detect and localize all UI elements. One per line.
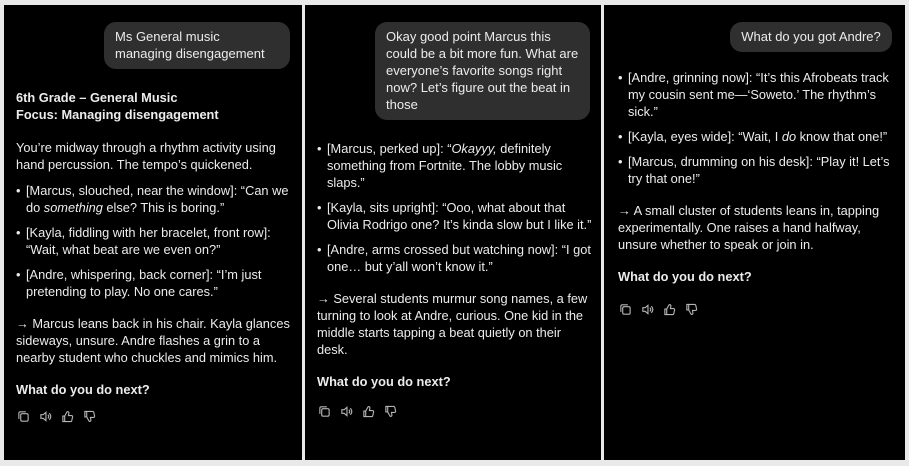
dialogue-list — [16, 182, 294, 300]
list-item: • [Marcus, perked up]: “Okayyy, definitely something from Fortnite. The lobby music slaps.” — [317, 140, 595, 191]
copy-icon[interactable] — [619, 303, 632, 316]
next-question: What do you do next? — [16, 382, 150, 397]
thumbs-down-icon[interactable] — [384, 405, 397, 418]
next-question: What do you do next? — [317, 374, 451, 389]
assistant-response — [16, 89, 294, 398]
thumbs-up-icon[interactable] — [362, 405, 375, 418]
user-message-bubble — [104, 22, 290, 69]
list-item: • [Marcus, slouched, near the window]: “Can we do something else? This is boring.” — [16, 182, 294, 216]
list-item: • [Kayla, fiddling with her bracelet, front row]: “Wait, what beat are we even on?” — [16, 224, 294, 258]
message-actions — [619, 303, 698, 316]
thumbs-up-icon[interactable] — [61, 410, 74, 423]
message-actions — [318, 405, 397, 418]
thumbs-down-icon[interactable] — [685, 303, 698, 316]
copy-icon[interactable] — [318, 405, 331, 418]
list-item: • [Andre, whispering, back corner]: “I’m just pretending to play. No one cares.” — [16, 266, 294, 300]
assistant-response — [317, 140, 595, 390]
list-item: • [Andre, grinning now]: “It’s this Afrobeats track my cousin sent me—‘Soweto.’ The rhythm’s sick.” — [618, 69, 896, 120]
response-title: 6th Grade – General Music Focus: Managing disengagement — [16, 90, 219, 122]
response-intro: You’re midway through a rhythm activity using hand percussion. The tempo’s quickened. — [16, 140, 276, 172]
dialogue-list — [618, 69, 896, 187]
thumbs-up-icon[interactable] — [663, 303, 676, 316]
user-message-text: Ms General music managing disengagement — [115, 29, 265, 61]
narration: → Several students murmur song names, a few turning to look at Andre, curious. One kid in the middle starts tapping a beat quietly on their desk. — [317, 291, 588, 357]
user-message-bubble — [730, 22, 892, 52]
speaker-icon[interactable] — [39, 410, 52, 423]
speaker-icon[interactable] — [340, 405, 353, 418]
narration: → Marcus leans back in his chair. Kayla glances sideways, unsure. Andre flashes a grin to a nearby student who chuckles and mimics him. — [16, 316, 290, 365]
list-item: • [Andre, arms crossed but watching now]: “I got one… but y’all won’t know it.” — [317, 241, 595, 275]
list-item: • [Kayla, sits upright]: “Ooo, what about that Olivia Rodrigo one? It’s kinda slow but I like it.” — [317, 199, 595, 233]
thumbs-down-icon[interactable] — [83, 410, 96, 423]
chat-panel-3 — [604, 5, 905, 460]
list-item: • [Kayla, eyes wide]: “Wait, I do know that one!” — [618, 128, 896, 145]
chat-panel-1 — [4, 5, 302, 460]
user-message-text: What do you got Andre? — [741, 29, 881, 44]
copy-icon[interactable] — [17, 410, 30, 423]
narration: → A small cluster of students leans in, tapping experimentally. One raises a hand halfway, unsure whether to speak or join in. — [618, 203, 880, 252]
chat-panel-2 — [305, 5, 601, 460]
dialogue-list — [317, 140, 595, 275]
speaker-icon[interactable] — [641, 303, 654, 316]
next-question: What do you do next? — [618, 269, 752, 284]
list-item: • [Marcus, drumming on his desk]: “Play it! Let’s try that one!” — [618, 153, 896, 187]
user-message-text: Okay good point Marcus this could be a bit more fun. What are everyone’s favorite songs right now? Let’s figure out the beat in those — [386, 29, 579, 112]
assistant-response — [618, 69, 896, 285]
message-actions — [17, 410, 96, 423]
user-message-bubble — [375, 22, 590, 120]
